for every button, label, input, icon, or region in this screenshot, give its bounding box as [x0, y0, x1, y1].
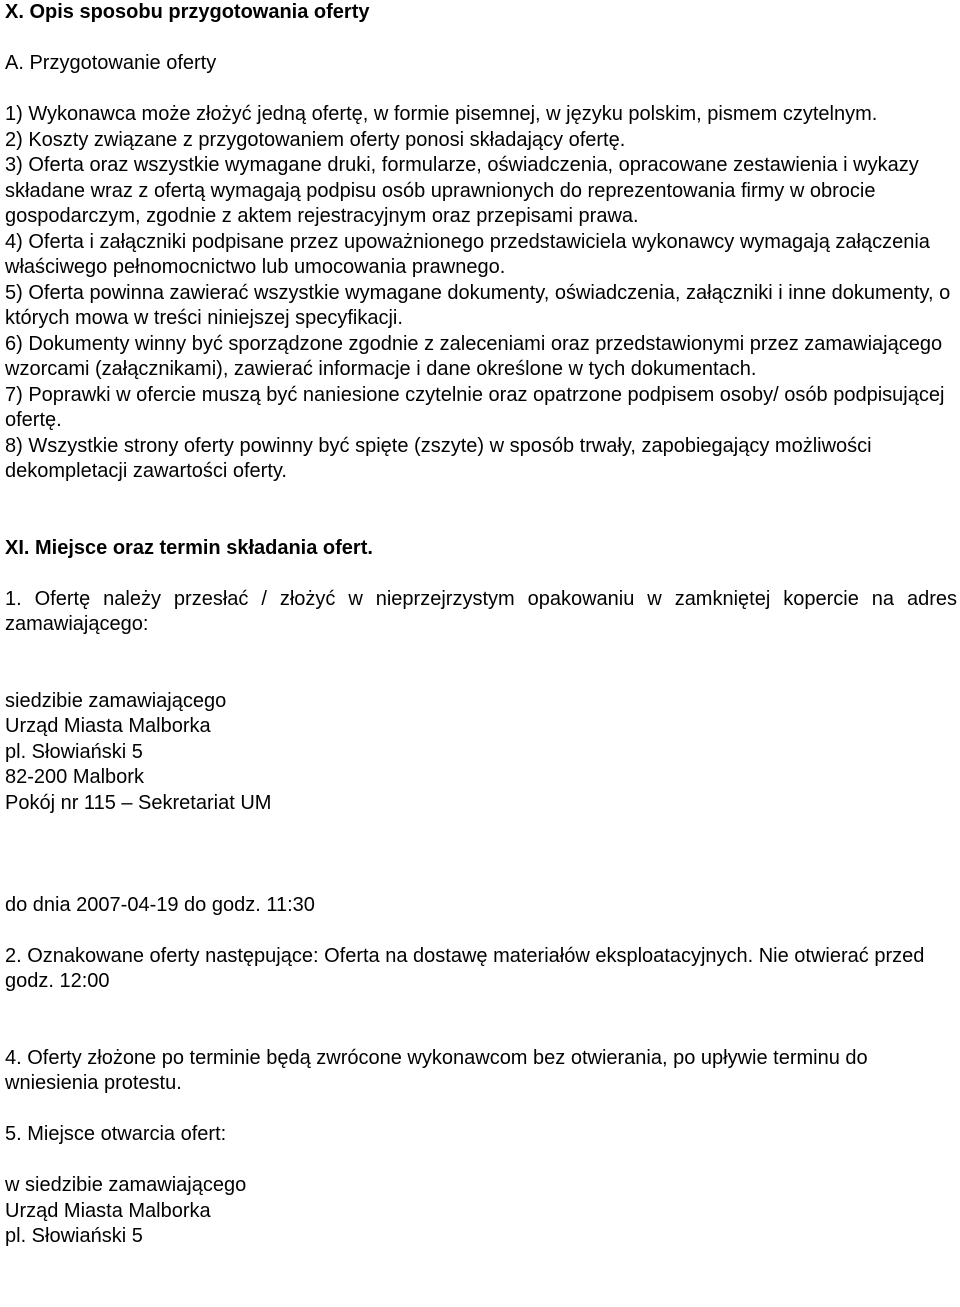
- spacer: [5, 816, 957, 893]
- document-page: [5, 0, 957, 1250]
- point-2-text: 2. Oznakowane oferty następujące: Oferta na dostawę materiałów eksploatacyjnych. Nie otwierać przed godz. 12:00: [5, 944, 925, 992]
- address-line: Pokój nr 115 – Sekretariat UM: [5, 791, 272, 814]
- section-x-title: X. Opis sposobu przygotowania oferty: [5, 1, 370, 23]
- section-x-items: [5, 102, 957, 485]
- address-line: siedzibie zamawiającego: [5, 689, 227, 712]
- address-line: Urząd Miasta Malborka: [5, 715, 211, 737]
- point-5-text: 5. Miejsce otwarcia ofert:: [5, 1123, 227, 1145]
- spacer: [5, 1097, 957, 1123]
- list-item: 3) Oferta oraz wszystkie wymagane druki, formularze, oświadczenia, opracowane zestawienia i wykazy składane wraz z ofertą wymagają podpisu osób uprawnionych do reprezentowania firmy w obrocie gospodarczym, zgodnie z aktem rejestracyjnym oraz przepisami prawa.: [5, 154, 919, 227]
- list-item: 8) Wszystkie strony oferty powinny być spięte (zszyte) w sposób trwały, zapobiegający możliwości dekompletacji zawartości oferty.: [5, 434, 872, 482]
- spacer: [5, 1148, 957, 1174]
- address-line: pl. Słowiański 5: [5, 740, 143, 763]
- spacer: [5, 995, 957, 1046]
- section-xi-title: XI. Miejsce oraz termin składania ofert.: [5, 536, 373, 559]
- address-line: Urząd Miasta Malborka: [5, 1199, 211, 1222]
- list-item: 1) Wykonawca może złożyć jedną ofertę, w formie pisemnej, w języku polskim, pismem czytelnym.: [5, 103, 878, 125]
- spacer: [5, 561, 957, 587]
- list-item: 2) Koszty związane z przygotowaniem oferty ponosi składający ofertę.: [5, 128, 626, 151]
- list-item: 4) Oferta i załączniki podpisane przez upoważnionego przedstawiciela wykonawcy wymagają załączenia właściwego pełnomocnictwo lub umocowania prawnego.: [5, 230, 930, 278]
- spacer: [5, 638, 957, 689]
- spacer: [5, 77, 957, 103]
- point-4-text: 4. Oferty złożone po terminie będą zwrócone wykonawcom bez otwierania, po upływie terminu do wniesienia protestu.: [5, 1046, 868, 1094]
- opening-address: [5, 1173, 957, 1250]
- list-item: 7) Poprawki w ofercie muszą być naniesione czytelnie oraz opatrzone podpisem osoby/ osób podpisującej ofertę.: [5, 383, 945, 431]
- address-line: 82-200 Malbork: [5, 766, 144, 788]
- subsection-a-title: A. Przygotowanie oferty: [5, 52, 217, 74]
- address-line: pl. Słowiański 5: [5, 1225, 143, 1247]
- deadline-text: do dnia 2007-04-19 do godz. 11:30: [5, 893, 315, 916]
- spacer: [5, 918, 957, 944]
- address-line: w siedzibie zamawiającego: [5, 1174, 247, 1196]
- list-item: 5) Oferta powinna zawierać wszystkie wymagane dokumenty, oświadczenia, załączniki i inne dokumenty, o których mowa w treści niniejszej specyfikacji.: [5, 281, 951, 329]
- list-item: 6) Dokumenty winny być sporządzone zgodnie z zaleceniami oraz przedstawionymi przez zamawiającego wzorcami (załącznikami), zawierać informacje i dane określone w tych dokumentach.: [5, 332, 943, 380]
- delivery-address: [5, 689, 957, 817]
- point-1-text: 1. Ofertę należy przesłać / złożyć w nieprzejrzystym opakowaniu w zamkniętej kopercie na adres zamawiającego:: [5, 587, 957, 635]
- spacer: [5, 485, 957, 536]
- spacer: [5, 26, 957, 52]
